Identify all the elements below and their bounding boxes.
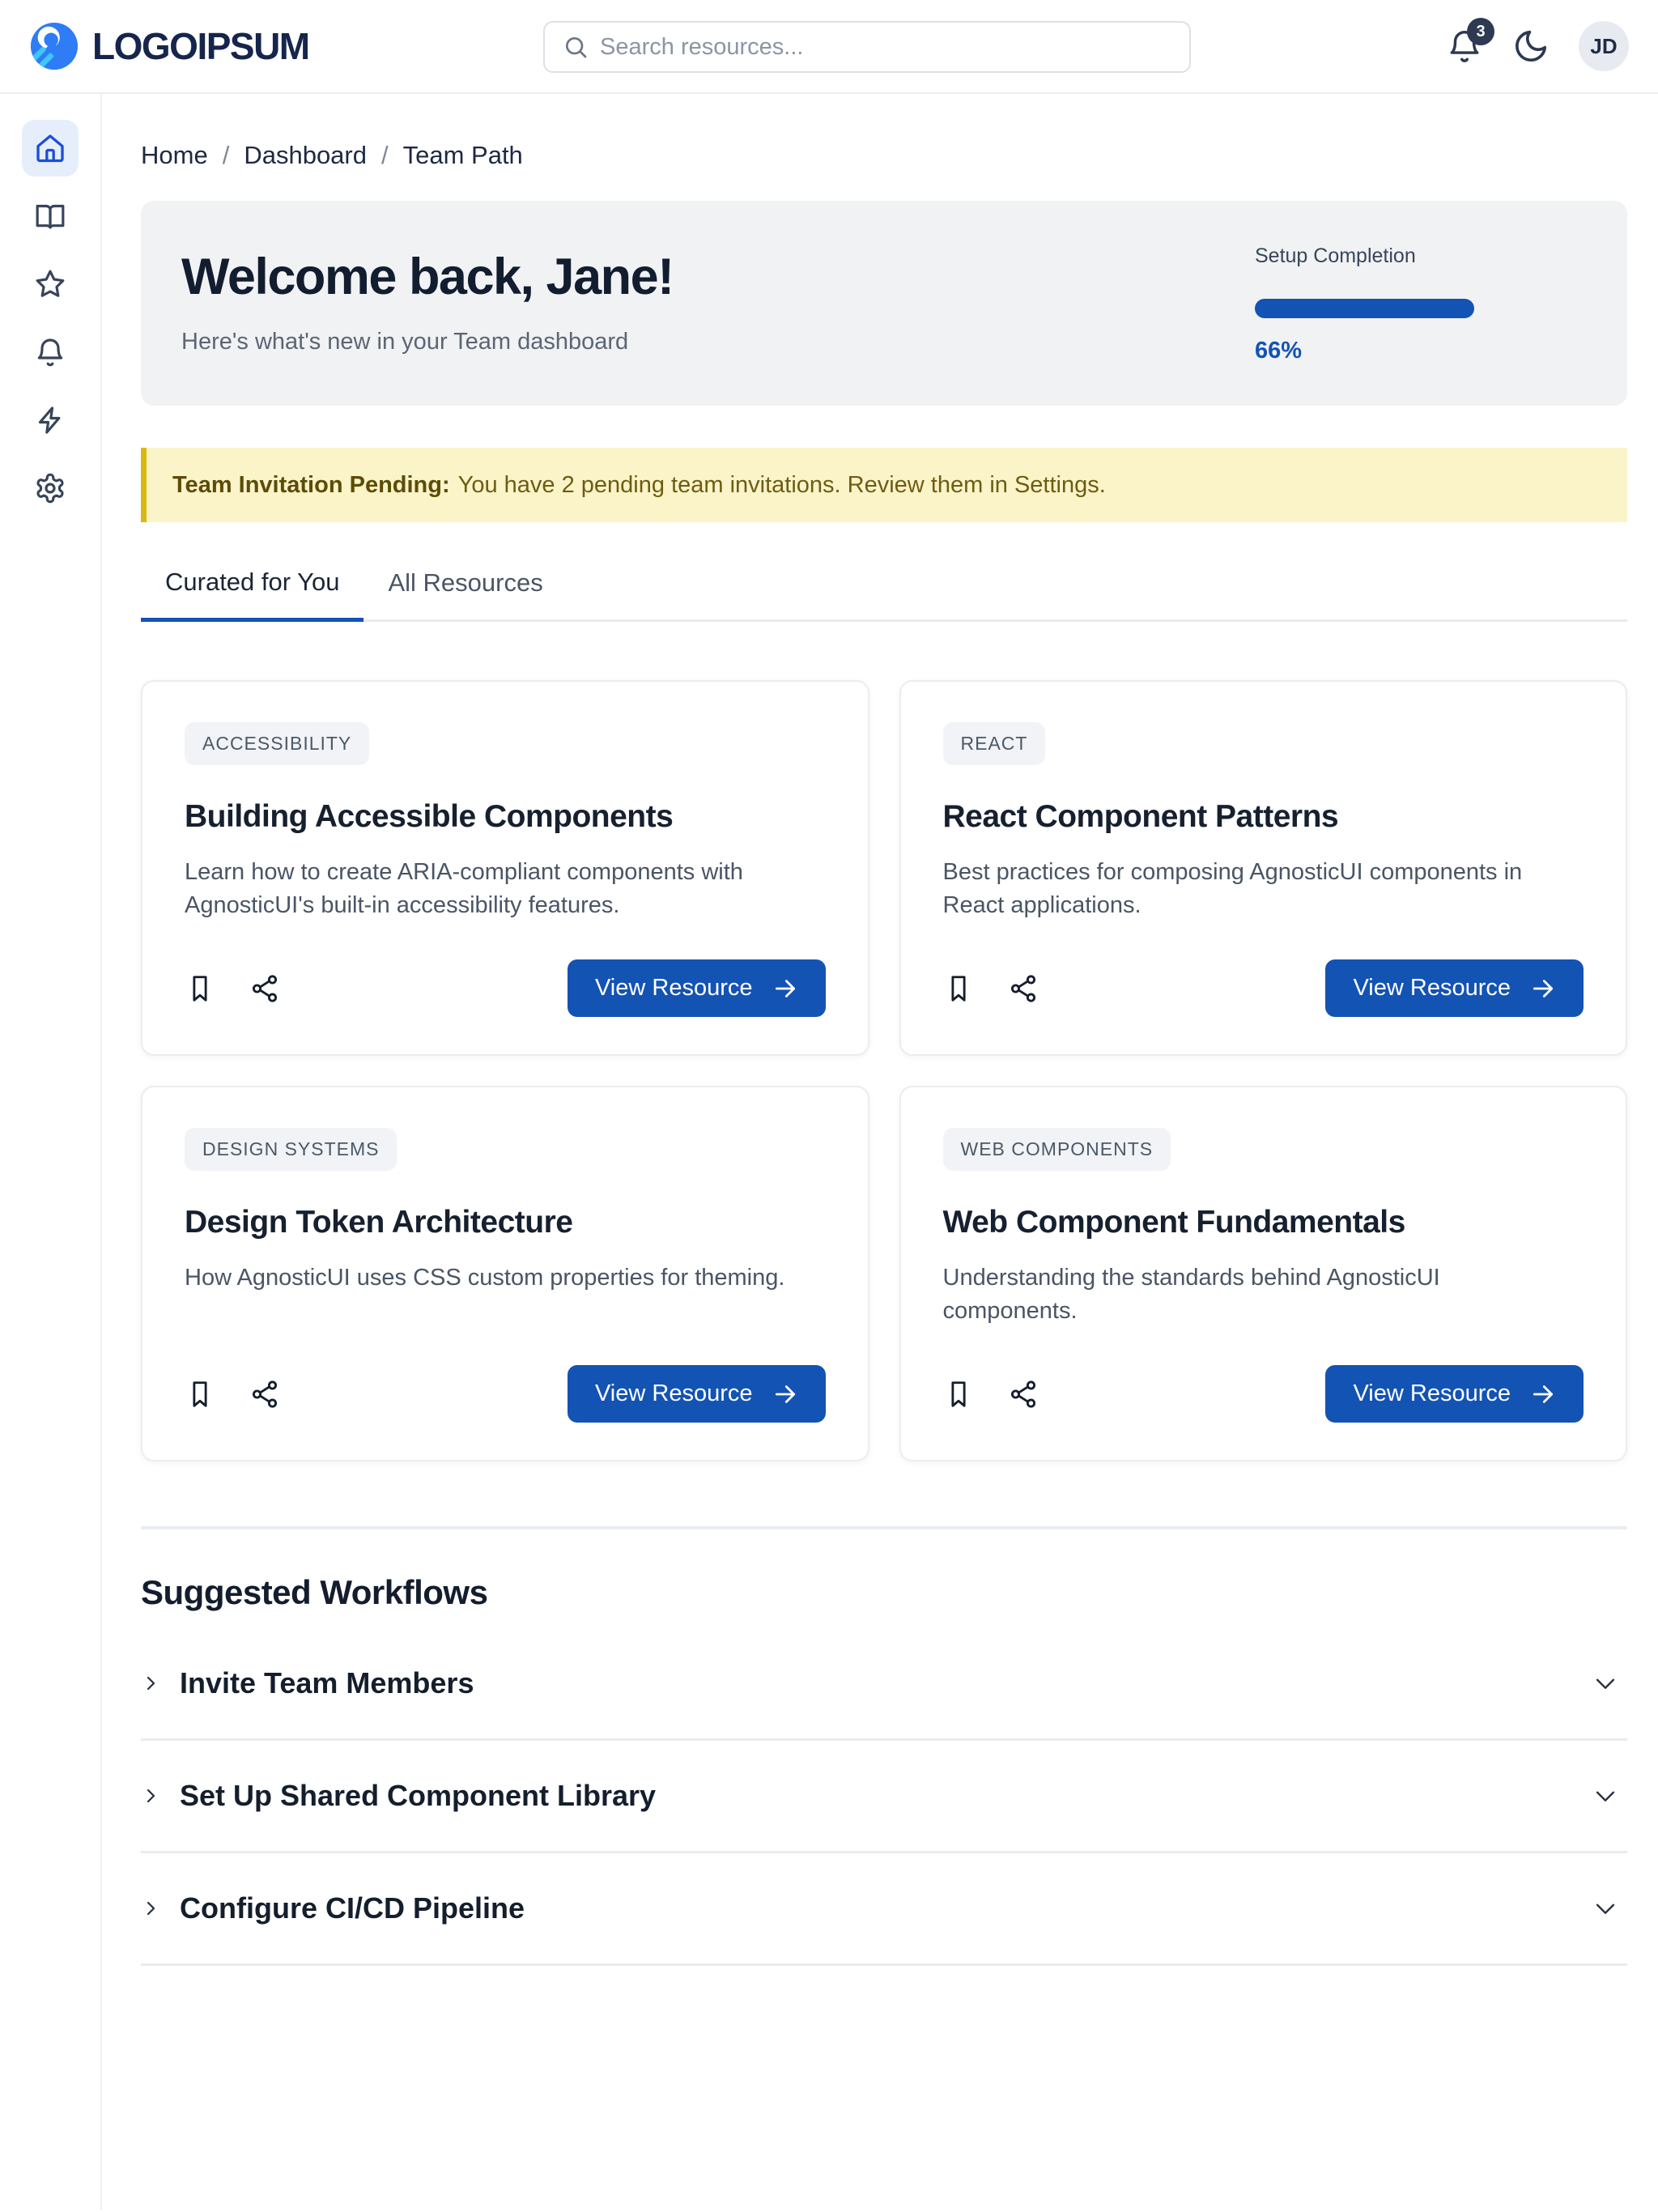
setup-completion-label: Setup Completion <box>1255 245 1416 267</box>
bookmark-icon <box>943 1379 974 1410</box>
bookmark-button[interactable] <box>185 973 215 1004</box>
bookmark-button[interactable] <box>185 1379 215 1410</box>
sidebar-item-settings[interactable] <box>22 460 79 517</box>
view-resource-label: View Resource <box>1353 975 1511 1001</box>
resource-card-grid <box>141 680 1627 1461</box>
gear-icon <box>34 472 66 504</box>
view-resource-button[interactable] <box>1325 959 1584 1017</box>
notifications-button[interactable] <box>1446 22 1486 65</box>
card-footer <box>185 959 826 1017</box>
sidebar <box>0 94 102 2210</box>
card-footer <box>185 1365 826 1423</box>
sidebar-item-favorites[interactable] <box>22 256 79 313</box>
view-resource-button[interactable] <box>568 1365 826 1423</box>
share-icon <box>249 1379 280 1410</box>
view-resource-button[interactable] <box>1325 1365 1584 1423</box>
workflow-title: Invite Team Members <box>180 1666 474 1699</box>
chevron-right-icon <box>141 1674 160 1693</box>
workflow-shared-component-library[interactable] <box>141 1741 1627 1853</box>
book-open-icon <box>34 200 66 232</box>
progress-percentage: 66% <box>1255 338 1303 364</box>
view-resource-label: View Resource <box>594 1380 753 1406</box>
breadcrumb <box>141 141 1627 170</box>
sidebar-item-activity[interactable] <box>22 392 79 449</box>
view-resource-label: View Resource <box>594 975 753 1001</box>
share-button[interactable] <box>249 1379 280 1410</box>
arrow-right-icon <box>772 1381 798 1407</box>
search-box <box>543 21 1191 73</box>
sidebar-item-home[interactable] <box>22 120 79 177</box>
progress-fill <box>1255 299 1474 318</box>
breadcrumb-separator: / <box>380 141 389 169</box>
share-button[interactable] <box>1008 973 1039 1004</box>
breadcrumb-separator: / <box>222 141 230 169</box>
arrow-right-icon <box>1530 976 1556 1002</box>
tab-curated-for-you[interactable]: Curated for You <box>141 568 363 622</box>
view-resource-label: View Resource <box>1353 1380 1511 1406</box>
chevron-down-icon[interactable] <box>1592 1670 1619 1697</box>
workflow-cicd-pipeline[interactable] <box>141 1853 1627 1966</box>
bookmark-icon <box>185 1379 215 1410</box>
view-resource-button[interactable] <box>568 959 826 1017</box>
card-footer <box>943 959 1584 1017</box>
welcome-text <box>181 201 674 406</box>
arrow-right-icon <box>772 976 798 1002</box>
card-description: How AgnosticUI uses CSS custom properties for theming. <box>185 1265 785 1291</box>
card-title: Building Accessible Components <box>185 799 674 834</box>
category-badge: WEB COMPONENTS <box>943 1128 1171 1171</box>
share-icon <box>1008 973 1039 1004</box>
workflow-invite-team-members[interactable] <box>141 1628 1627 1741</box>
setup-completion <box>1255 201 1587 406</box>
sidebar-item-notifications[interactable] <box>22 324 79 381</box>
chevron-right-icon <box>141 1786 160 1806</box>
home-icon <box>34 132 66 164</box>
chevron-down-icon[interactable] <box>1592 1782 1619 1810</box>
breadcrumb-home[interactable]: Home <box>141 141 208 169</box>
workflow-title: Configure CI/CD Pipeline <box>180 1891 525 1925</box>
workflow-title: Set Up Shared Component Library <box>180 1779 657 1812</box>
card-description: Best practices for composing AgnosticUI components in React applications. <box>942 859 1523 918</box>
resource-card-accessibility <box>141 680 869 1056</box>
welcome-title: Welcome back, Jane! <box>181 249 674 305</box>
main-content <box>102 94 1658 2210</box>
star-icon <box>34 268 66 300</box>
category-badge: REACT <box>943 722 1046 765</box>
workflows-heading: Suggested Workflows <box>141 1573 488 1611</box>
chevron-right-icon <box>141 1899 160 1918</box>
user-avatar[interactable]: JD <box>1579 21 1629 71</box>
share-icon <box>249 973 280 1004</box>
top-header <box>0 0 1658 94</box>
card-title: Design Token Architecture <box>185 1205 573 1240</box>
brand-logo-icon <box>29 21 79 71</box>
resource-card-design-systems <box>141 1086 869 1461</box>
breadcrumb-current: Team Path <box>402 141 523 169</box>
header-actions <box>1446 21 1629 71</box>
brand <box>29 21 309 71</box>
welcome-banner <box>141 201 1627 406</box>
zap-icon <box>34 404 66 436</box>
alert-message: You have 2 pending team invitations. Review them in Settings. <box>457 471 1106 498</box>
bell-icon <box>34 336 66 368</box>
bookmark-button[interactable] <box>943 1379 974 1410</box>
card-title: Web Component Fundamentals <box>942 1205 1405 1240</box>
breadcrumb-dashboard[interactable]: Dashboard <box>244 141 367 169</box>
resource-card-web-components <box>899 1086 1628 1461</box>
section-divider <box>141 1526 1627 1529</box>
search-input[interactable] <box>600 34 1171 61</box>
card-title: React Component Patterns <box>942 799 1339 834</box>
brand-name: LOGOIPSUM <box>92 25 309 67</box>
resource-tabs <box>141 568 1627 622</box>
dark-mode-toggle[interactable] <box>1512 28 1550 65</box>
card-description: Learn how to create ARIA-compliant components with AgnosticUI's built-in accessibility features. <box>185 859 743 918</box>
workflows-list <box>141 1628 1627 1966</box>
card-footer <box>943 1365 1584 1423</box>
team-invitation-alert <box>141 448 1627 522</box>
welcome-subtitle: Here's what's new in your Team dashboard <box>181 329 629 355</box>
chevron-down-icon[interactable] <box>1592 1895 1619 1922</box>
share-button[interactable] <box>249 973 280 1004</box>
resource-card-react <box>899 680 1628 1056</box>
alert-title: Team Invitation Pending: <box>172 471 450 498</box>
arrow-right-icon <box>1530 1381 1556 1407</box>
card-description: Understanding the standards behind AgnosticUI components. <box>942 1265 1440 1324</box>
share-icon <box>1008 1379 1039 1410</box>
notification-badge: 3 <box>1467 18 1494 45</box>
tab-all-resources[interactable]: All Resources <box>363 568 567 619</box>
search-icon <box>563 34 589 60</box>
category-badge: ACCESSIBILITY <box>185 722 369 765</box>
share-button[interactable] <box>1008 1379 1039 1410</box>
bookmark-icon <box>185 973 215 1004</box>
bookmark-icon <box>943 973 974 1004</box>
moon-icon <box>1512 28 1550 65</box>
sidebar-item-library[interactable] <box>22 188 79 245</box>
progress-bar <box>1255 299 1587 318</box>
bookmark-button[interactable] <box>943 973 974 1004</box>
category-badge: DESIGN SYSTEMS <box>185 1128 397 1171</box>
